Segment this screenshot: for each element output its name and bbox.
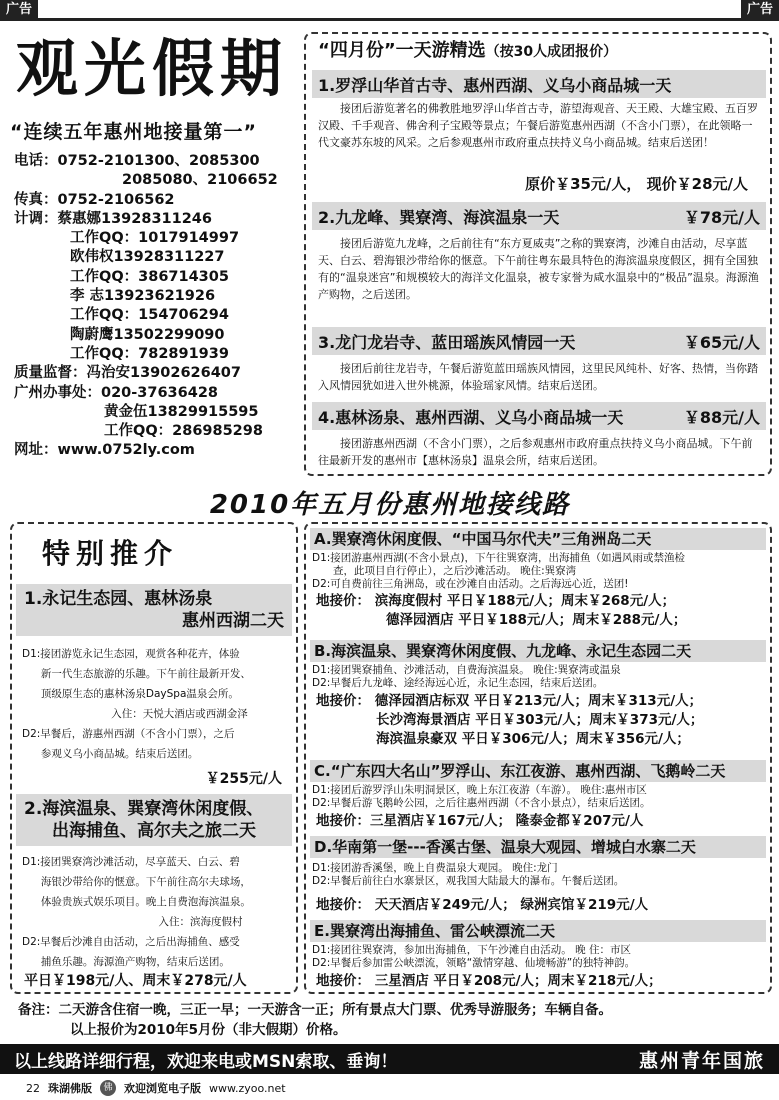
phone-numbers-2: 2085080、2106652 (122, 172, 278, 189)
price-line: 地接价： 天天酒店￥249元/人； 绿洲宾馆￥219元/人 (316, 897, 649, 913)
itinerary-line: 新一代生态旅游的乐趣。下午前往最新开发、 (40, 668, 251, 680)
itinerary-line: D1:接团游览永记生态园，观赏各种花卉，体验 (22, 648, 240, 660)
notes (18, 1000, 773, 1040)
itinerary-line: D2:早餐后，游惠州西湖（不含小门票），之后 (22, 728, 235, 740)
april-tours-box (304, 32, 772, 476)
april-tour-header (312, 402, 766, 430)
magazine-logo-icon: 佛 (100, 1080, 116, 1096)
special-item-title: 出海捕鱼、高尔夫之旅二天 (52, 821, 256, 841)
special-item-header (16, 794, 292, 846)
itinerary-line: D1:接团游香溪堡，晚上自费温泉大观园。 晚住:龙门 (312, 862, 558, 874)
ad-tag-left: 广告 (0, 0, 38, 20)
brand-slogan: “连续五年惠州地接量第一” (10, 121, 257, 143)
april-tour-price: 原价￥35元/人， 现价￥28元/人 (525, 175, 748, 193)
price-line: 海滨温泉豪双 平日￥306元/人；周末￥356元/人； (376, 731, 690, 747)
fax-label: 传真： (14, 191, 58, 208)
price-line: 德泽园酒店 平日￥188元/人；周末￥288元/人； (386, 612, 687, 628)
price-line: 地接价： 三星酒店 平日￥208元/人；周末￥218元/人； (316, 973, 662, 989)
itinerary-line: 捕鱼乐趣。海源渔产购物，结束后送团。 (40, 956, 230, 968)
april-tour-desc: 接团后前往龙岩寺，午餐后游览蓝田瑶族风情园，这里民风纯朴、好客、热情，当你踏入风情园犹如进入世外桃源，体验瑶家风情。结束后送团。 (318, 362, 758, 392)
price-line: 地接价：三星酒店￥167元/人； 隆泰金都￥207元/人 (316, 813, 644, 829)
guangzhou-label: 广州办事处： (14, 384, 101, 401)
website-link[interactable]: www.0752ly.com (57, 442, 195, 459)
itinerary-line: D2:早餐后九龙峰、途经海远心近，永记生态园，结束后送团。 (312, 677, 604, 689)
special-box (10, 522, 298, 994)
planner-qq: 工作QQ：386714305 (70, 268, 229, 285)
itinerary-line: 查，此项目自行停止），之后沙滩活动。 晚住:巽寮湾 (333, 565, 577, 577)
price-line: 长沙湾海景酒店 平日￥303元/人；周末￥373元/人； (376, 712, 704, 728)
route-prices (316, 972, 766, 991)
brand-title: 观光假期 (16, 32, 289, 105)
april-title-main: “四月份”一天游精选 (318, 40, 486, 61)
itinerary-line: D1:接团往巽寮湾，参加出海捕鱼，下午沙滩自由活动。 晚 住：市区 (312, 944, 631, 956)
phone-numbers: 0752-2101300、2085300 (57, 153, 260, 169)
guangzhou-phone: 020-37636428 (101, 384, 218, 401)
special-item-title: 2.海滨温泉、巽寮湾休闲度假、 (24, 799, 264, 819)
april-tour-header (312, 327, 766, 355)
notes-line: 备注：二天游含住宿一晚，三正一早；一天游含一正；所有景点大门票、优秀导游服务；车辆自备。 (18, 1002, 612, 1018)
special-item-header (16, 584, 292, 636)
route-desc (312, 944, 764, 970)
route-header: E.巽寮湾出海捕鱼、雷公峡漂流二天 (310, 920, 766, 942)
planner-contact: 陶蔚鹰13502299090 (70, 326, 225, 343)
april-tour-desc: 接团游惠州西湖（不含小门票），之后参观惠州市政府重点扶持义乌小商品城。下午前往最新开发的惠州市【惠林汤泉】温泉会所，结束后送团。 (318, 437, 753, 467)
footer-cta: 以上线路详细行程，欢迎来电或MSN索取、垂询！ (14, 1051, 398, 1072)
price-line: 地接价： 滨海度假村 平日￥188元/人；周末￥268元/人； (316, 593, 676, 609)
itinerary-line: D2:早餐后沙滩自由活动，之后出海捕鱼、感受 (22, 936, 240, 948)
itinerary-line: D1:接团游惠州西湖(不含小景点)，下午往巽寮湾，出海捕鱼（如遇风雨或禁渔检 (312, 552, 685, 564)
ad-tag-right: 广告 (741, 0, 779, 20)
april-title-sub: （按30人成团报价） (485, 44, 618, 60)
itinerary-line: 顶级原生态的惠林汤泉DaySpa温泉会所。 (40, 688, 239, 700)
april-tour-desc: 接团后游览九龙峰，之后前往有“东方夏威夷”之称的巽寮湾，沙滩自由活动，尽享蓝天、白云、碧海银沙带给你的惬意。下午前往粤东最具特色的海滨温泉度假区，拥有全国独有的“温泉迷宫”和规模较大的海洋文化温泉，被专家誉为咸水温泉中的“极品”温泉。海源渔产购物，之后送团。 (318, 237, 759, 301)
april-tour-price: ￥78元/人 (683, 207, 760, 227)
special-item-price: ￥255元/人 (205, 771, 282, 787)
itinerary-line: 参观义乌小商品城。结束后送团。 (40, 748, 199, 760)
route-header: A.巽寮湾休闲度假、“中国马尔代夫”三角洲岛二天 (310, 528, 766, 550)
itinerary-line: D2:早餐后前往白水寨景区，观我国大陆最大的瀑布。午餐后送团。 (312, 875, 625, 887)
route-prices (316, 896, 766, 915)
route-desc (312, 784, 764, 810)
april-tour-desc: 接团后游览著名的佛教胜地罗浮山华首古寺，游望海观音、天王殿、大雄宝殿、五百罗汉殿、千手观音、佛舍利子宝殿等景点；午餐后游览惠州西湖（不含小门票），在此领略一代文豪苏东坡的风采。之后参观惠州市政府重点扶持义乌小商品城。结束后送团！ (318, 102, 758, 149)
magazine-name: 珠湖佛版 (48, 1082, 92, 1095)
itinerary-line: D1:接团巽寮湾沙滩活动，尽享蓝天、白云、碧 (22, 856, 240, 868)
special-item-title: 惠州西湖二天 (182, 611, 284, 631)
itinerary-line: D2:可自费前往三角洲岛，或在沙滩自由活动。之后海远心近，送团! (312, 578, 629, 590)
route-desc (312, 862, 764, 888)
itinerary-line: D1:接团巽寮捕鱼、沙滩活动，自费海滨温泉。 晚住:巽寮湾或温泉 (312, 664, 621, 676)
notes-line: 以上报价为2010年5月份（非大假期）价格。 (70, 1022, 347, 1038)
april-tour-header (312, 70, 766, 98)
april-tours-title (318, 36, 617, 62)
itinerary-line: 入住：天悦大酒店或西湖金泽 (111, 708, 248, 720)
route-desc (312, 664, 764, 690)
fax-number: 0752-2106562 (57, 191, 175, 208)
planner-contact: 欧伟权13928311227 (70, 249, 225, 266)
april-tour-price: ￥65元/人 (683, 332, 760, 352)
april-tour-title: 1.罗浮山华首古寺、惠州西湖、义乌小商品城一天 (318, 75, 672, 95)
route-desc (312, 552, 764, 591)
page-number: 22 (26, 1081, 40, 1095)
website-label: 网址： (14, 442, 58, 459)
route-prices (316, 692, 766, 749)
guangzhou-qq: 工作QQ：286985298 (104, 423, 263, 440)
guangzhou-person: 黄金伍13829915595 (104, 403, 259, 420)
quality-supervisor: 质量监督：冯治安13902626407 (14, 365, 241, 382)
itinerary-line: D1:接团后游罗浮山朱明洞景区，晚上东江夜游（车游）。 晚住:惠州市区 (312, 784, 647, 796)
footer-agency: 惠州青年国旅 (638, 1049, 765, 1072)
april-tour-title: 4.惠林汤泉、惠州西湖、义乌小商品城一天 (318, 407, 624, 427)
invite-text: 欢迎浏览电子版 (124, 1082, 201, 1095)
planner-label: 计调： (14, 210, 58, 227)
phone-label: 电话： (14, 153, 58, 169)
itinerary-line: D2:早餐后参加雷公峡漂流，领略“激情穿越、仙境畅游”的独特神韵。 (312, 957, 636, 969)
special-item-desc (22, 852, 292, 972)
april-tour-title: 3.龙门龙岩寺、蓝田瑶族风情园一天 (318, 332, 576, 352)
page-footer (26, 1080, 286, 1096)
top-rule (0, 18, 779, 21)
planner-contact: 蔡惠娜13928311246 (57, 210, 212, 227)
route-header: D.华南第一堡---香溪古堡、温泉大观园、增城白水寨二天 (310, 836, 766, 858)
route-header: C.“广东四大名山”罗浮山、东江夜游、惠州西湖、飞鹅岭二天 (310, 760, 766, 782)
special-item-title: 1.永记生态园、惠林汤泉 (24, 589, 213, 609)
route-prices (316, 592, 766, 630)
footer-banner (0, 1044, 779, 1074)
planner-qq: 工作QQ：782891939 (70, 345, 229, 362)
routes-box (304, 522, 772, 994)
special-badge: 特别推介 (42, 537, 179, 570)
planner-qq: 工作QQ：1017914997 (70, 230, 240, 247)
route-header: B.海滨温泉、巽寮湾休闲度假、九龙峰、永记生态园二天 (310, 640, 766, 662)
route-prices (316, 812, 766, 831)
magazine-url[interactable]: www.zyoo.net (209, 1081, 286, 1095)
itinerary-line: 入住：滨海度假村 (158, 916, 243, 928)
planner-contact: 李 志13923621926 (70, 288, 216, 305)
price-line: 地接价： 德泽园酒店标双 平日￥213元/人；周末￥313元/人； (316, 693, 703, 709)
april-tour-title: 2.九龙峰、巽寮湾、海滨温泉一天 (318, 207, 560, 227)
itinerary-line: 海银沙带给你的惬意。下午前往高尔夫球场， (40, 876, 251, 888)
may-section-title: 2010年五月份惠州地接线路 (209, 490, 571, 520)
april-tour-header (312, 202, 766, 230)
special-item-desc (22, 644, 292, 764)
contact-block (14, 152, 304, 461)
itinerary-line: 体验贵族式娱乐项目。晚上自费泡海滨温泉。 (40, 896, 251, 908)
planner-qq: 工作QQ：154706294 (70, 307, 229, 324)
itinerary-line: D2:早餐后游飞鹅岭公园，之后往惠州西湖（不含小景点），结束后送团。 (312, 797, 651, 809)
special-item-price: 平日￥198元/人、周末￥278元/人 (24, 973, 247, 989)
april-tour-price: ￥88元/人 (683, 407, 760, 427)
